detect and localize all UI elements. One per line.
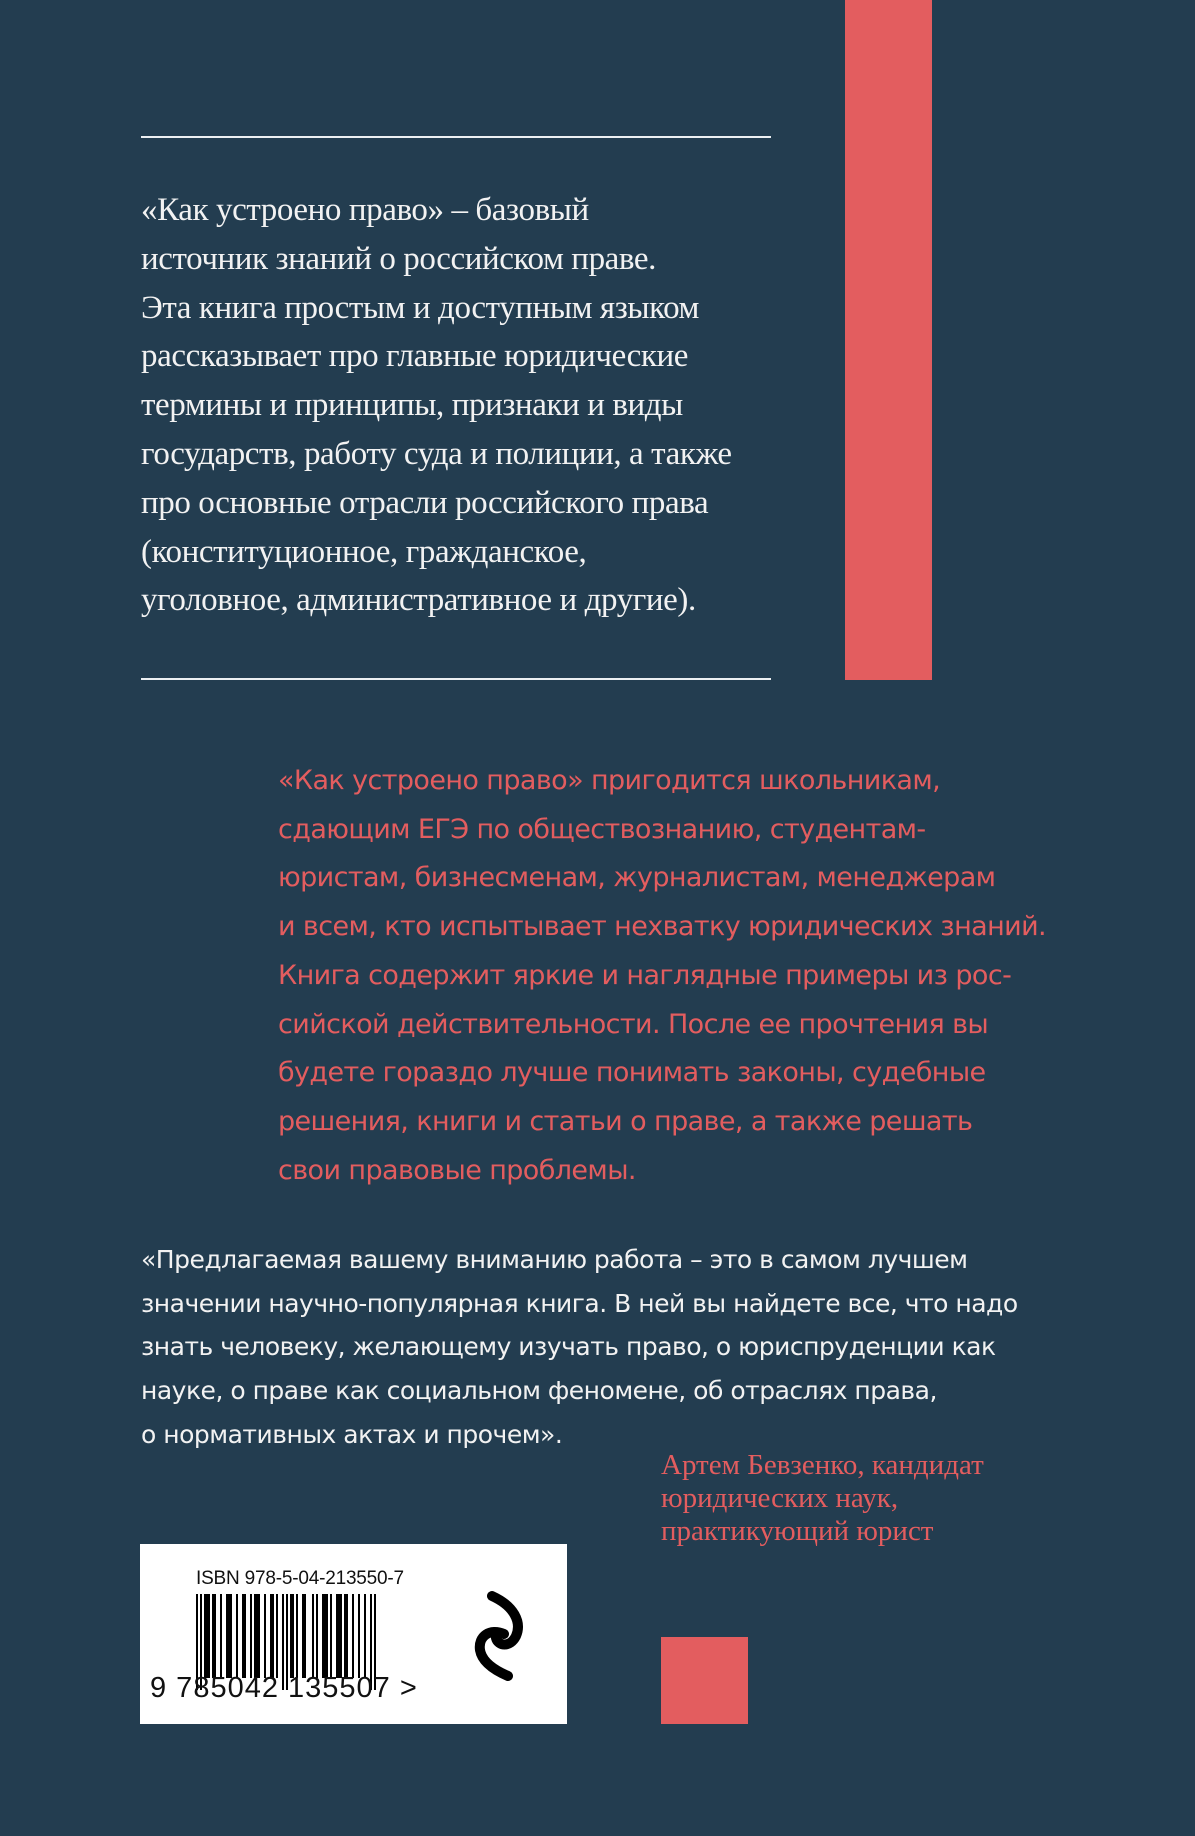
audience-line: сийской действительности. После ее прочтения вы	[278, 1008, 989, 1040]
barcode-digits: 9 785042 135507 >	[150, 1672, 418, 1704]
description-line: (конституционное, гражданское,	[141, 533, 587, 570]
review-author-line: практикующий юрист	[661, 1515, 934, 1547]
audience-paragraph	[278, 757, 1058, 1195]
audience-line: Книга содержит яркие и наглядные примеры из рос-	[278, 959, 1012, 991]
review-author-line: Артем Бевзенко, кандидат	[661, 1449, 984, 1481]
description-line: государств, работу суда и полиции, а также	[141, 435, 732, 472]
description-line: про основные отрасли российского права	[141, 484, 709, 521]
audience-line: юристам, бизнесменам, журналистам, менеджерам	[278, 862, 996, 894]
audience-line: и всем, кто испытывает нехватку юридических знаний.	[278, 911, 1046, 943]
eksmo-logo-icon	[470, 1588, 530, 1684]
review-quote-line: «Предлагаемая вашему вниманию работа – это в самом лучшем	[141, 1245, 968, 1274]
description-line: рассказывает про главные юридические	[141, 338, 689, 375]
description-line: «Как устроено право» – базовый	[141, 192, 589, 228]
audience-line: сдающим ЕГЭ по обществознанию, студентам-	[278, 813, 926, 845]
audience-line: решения, книги и статьи о праве, а также решать	[278, 1105, 973, 1137]
description-paragraph	[141, 186, 801, 625]
review-quote-line: знать человеку, желающему изучать право, о юриспруденции как	[141, 1332, 996, 1362]
isbn-label: ISBN 978-5-04-213550-7	[196, 1568, 404, 1589]
description-line: уголовное, административное и другие).	[141, 582, 696, 619]
review-author-line: юридических наук,	[661, 1482, 899, 1514]
review-author	[661, 1449, 1061, 1548]
barcode-panel	[140, 1544, 567, 1724]
review-quote-line: значении научно-популярная книга. В ней вы найдете все, что надо	[141, 1288, 1018, 1318]
review-quote-line: о нормативных актах и прочем».	[141, 1419, 563, 1449]
audience-line: «Как устроено право» пригодится школьникам,	[278, 765, 941, 796]
decorative-red-bar	[845, 0, 932, 680]
top-divider	[141, 136, 771, 138]
description-line: источник знаний о российском праве.	[141, 240, 656, 277]
review-quote-line: науке, о праве как социальном феномене, об отраслях права,	[141, 1376, 937, 1406]
decorative-red-square	[661, 1637, 748, 1724]
audience-line: свои правовые проблемы.	[278, 1154, 636, 1186]
review-quote	[141, 1238, 1051, 1457]
bottom-divider	[141, 678, 771, 680]
description-line: Эта книга простым и доступным языком	[141, 289, 700, 326]
audience-line: будете гораздо лучше понимать законы, судебные	[278, 1057, 986, 1089]
description-line: термины и принципы, признаки и виды	[141, 387, 683, 424]
